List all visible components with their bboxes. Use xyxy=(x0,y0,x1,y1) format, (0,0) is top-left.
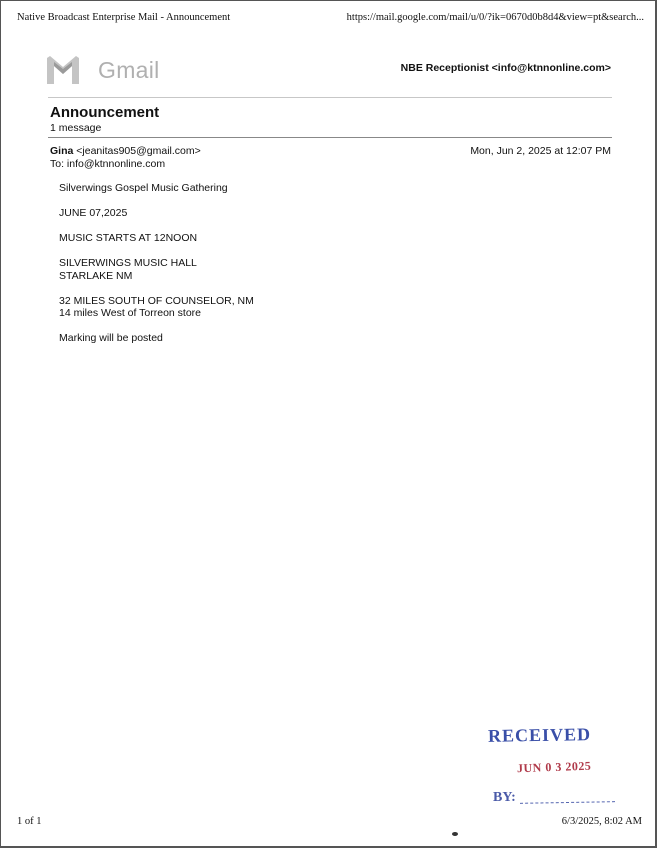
thread-divider xyxy=(48,137,612,138)
body-paragraph xyxy=(59,257,254,282)
sender xyxy=(50,145,201,157)
thread-subject: Announcement xyxy=(50,104,160,121)
received-stamp-label: RECEIVED xyxy=(487,724,592,746)
sender-email: <jeanitas905@gmail.com> xyxy=(76,145,201,157)
received-stamp-by: BY: xyxy=(493,790,516,805)
scan-mark xyxy=(452,832,458,836)
body-paragraph: MUSIC STARTS AT 12NOON xyxy=(59,231,198,244)
print-page-title: Native Broadcast Enterprise Mail - Announcement xyxy=(17,12,231,23)
body-line: 14 miles West of Torreon store xyxy=(59,307,202,320)
recipient: To: info@ktnnonline.com xyxy=(50,158,166,170)
received-stamp xyxy=(480,722,630,812)
body-paragraph: Silverwings Gospel Music Gathering xyxy=(59,182,228,194)
message-body xyxy=(59,182,254,357)
gmail-wordmark: Gmail xyxy=(98,57,160,83)
message-count: 1 message xyxy=(50,122,102,134)
account-label: NBE Receptionist <info@ktnnonline.com> xyxy=(400,62,611,74)
received-stamp-date: JUN 0 3 2025 xyxy=(516,758,592,776)
body-paragraph: Marking will be posted xyxy=(59,332,163,345)
body-paragraph xyxy=(59,295,254,320)
sender-name: Gina xyxy=(50,145,74,157)
body-line: STARLAKE NM xyxy=(59,269,133,282)
print-timestamp: 6/3/2025, 8:02 AM xyxy=(561,816,642,827)
received-stamp-signature-line xyxy=(520,801,615,804)
body-paragraph: JUNE 07,2025 xyxy=(59,206,128,219)
print-page-url: https://mail.google.com/mail/u/0/?ik=0670d0b8d4&view=pt&search... xyxy=(346,12,644,23)
message-date: Mon, Jun 2, 2025 at 12:07 PM xyxy=(470,145,611,157)
header-divider xyxy=(48,97,612,98)
gmail-m-icon xyxy=(45,54,81,86)
body-line: SILVERWINGS MUSIC HALL xyxy=(59,256,197,269)
body-line: 32 MILES SOUTH OF COUNSELOR, NM xyxy=(59,294,254,307)
page-count: 1 of 1 xyxy=(17,816,42,827)
gmail-logo xyxy=(45,54,165,88)
